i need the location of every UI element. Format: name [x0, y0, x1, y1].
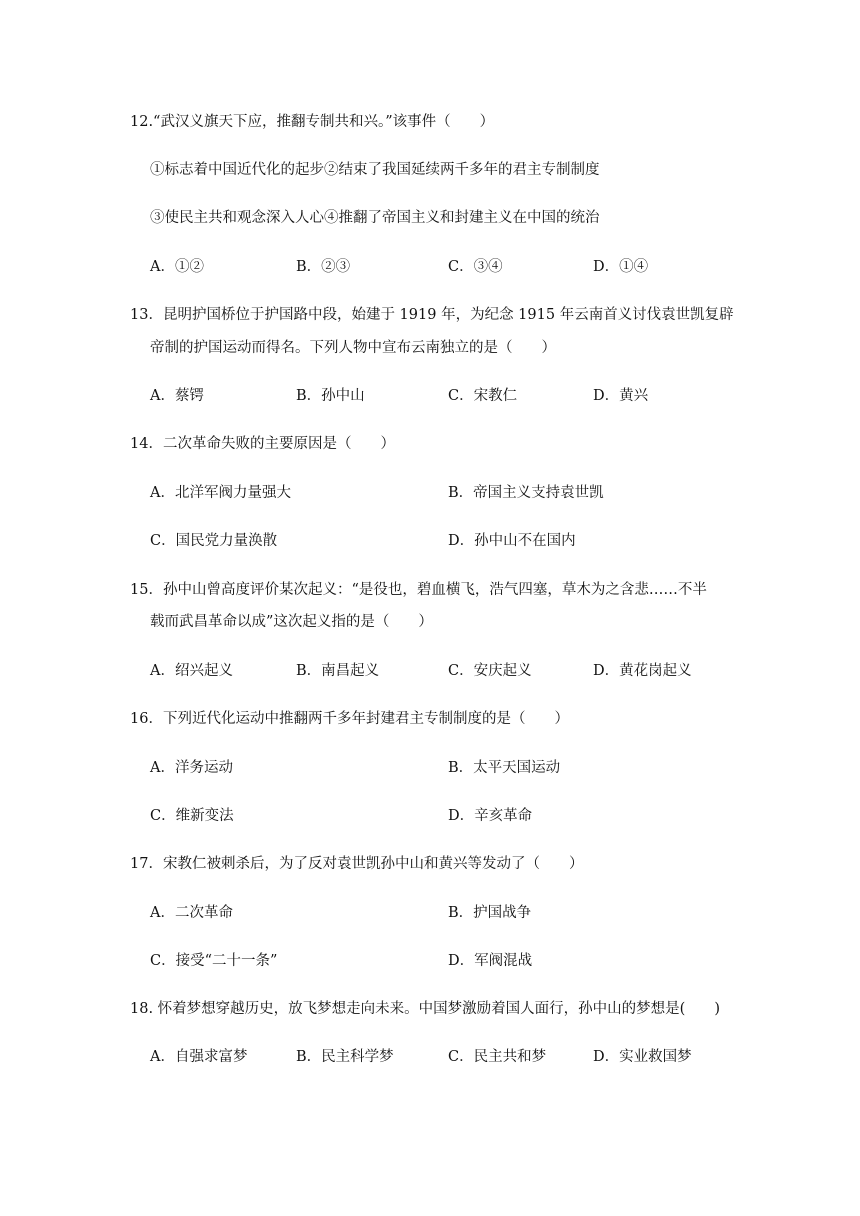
- question-17-option-b: B．护国战争: [448, 905, 532, 921]
- question-13-stem-line-1: 13．昆明护国桥位于护国路中段，始建于 1919 年，为纪念 1915 年云南首义讨伐袁世凯复辟: [130, 307, 734, 323]
- question-12-option-b: B．②③: [296, 259, 351, 275]
- question-14-option-d: D．孙中山不在国内: [448, 533, 576, 549]
- question-18-option-a: A．自强求富梦: [150, 1049, 248, 1065]
- question-12-item-1: ①标志着中国近代化的起步②结束了我国延续两千多年的君主专制制度: [150, 162, 600, 178]
- question-13-option-b: B．孙中山: [296, 388, 365, 404]
- question-16-option-b: B．太平天国运动: [448, 760, 561, 776]
- question-12-option-a: A．①②: [150, 259, 204, 275]
- question-17-stem: 17．宋教仁被刺杀后，为了反对袁世凯孙中山和黄兴等发动了（ ）: [130, 856, 584, 872]
- question-14-stem: 14．二次革命失败的主要原因是（ ）: [130, 436, 395, 452]
- question-18-option-d: D．实业救国梦: [593, 1049, 692, 1065]
- question-17-option-d: D．军阀混战: [448, 953, 533, 969]
- question-14-option-c: C．国民党力量涣散: [150, 533, 278, 549]
- question-17-option-c: C．接受“二十一条”: [150, 953, 278, 969]
- question-15-option-c: C．安庆起义: [448, 663, 532, 679]
- question-13-stem-line-2: 帝制的护国运动而得名。下列人物中宣布云南独立的是（ ）: [150, 340, 556, 356]
- question-12-stem: 12.“武汉义旗天下应，推翻专制共和兴。”该事件（ ）: [130, 114, 495, 130]
- question-18-option-c: C．民主共和梦: [448, 1049, 547, 1065]
- question-14-option-a: A．北洋军阀力量强大: [150, 485, 291, 501]
- question-18-option-b: B．民主科学梦: [296, 1049, 394, 1065]
- question-18-stem: 18. 怀着梦想穿越历史，放飞梦想走向未来。中国梦激励着国人面行，孙中山的梦想是( ): [130, 1001, 720, 1017]
- question-12-option-d: D．①④: [593, 259, 649, 275]
- question-12-option-c: C．③④: [448, 259, 503, 275]
- question-16-option-c: C．维新变法: [150, 808, 234, 824]
- question-13-option-d: D．黄兴: [593, 388, 649, 404]
- question-15-option-a: A．绍兴起义: [150, 663, 233, 679]
- question-15-stem-line-1: 15．孙中山曾高度评价某次起义：“是役也，碧血横飞，浩气四塞，草木为之含悲……不半: [130, 582, 707, 598]
- question-13-option-a: A．蔡锷: [150, 388, 204, 404]
- question-15-option-d: D．黄花岗起义: [593, 663, 692, 679]
- question-16-option-d: D．辛亥革命: [448, 808, 533, 824]
- question-15-option-b: B．南昌起义: [296, 663, 380, 679]
- question-14-option-b: B．帝国主义支持袁世凯: [448, 485, 604, 501]
- question-13-option-c: C．宋教仁: [448, 388, 518, 404]
- question-16-option-a: A．洋务运动: [150, 760, 233, 776]
- question-17-option-a: A．二次革命: [150, 905, 233, 921]
- question-12-item-2: ③使民主共和观念深入人心④推翻了帝国主义和封建主义在中国的统治: [150, 210, 600, 226]
- question-15-stem-line-2: 载而武昌革命以成”这次起义指的是（ ）: [150, 614, 433, 630]
- question-16-stem: 16．下列近代化运动中推翻两千多年封建君主专制制度的是（ ）: [130, 711, 569, 727]
